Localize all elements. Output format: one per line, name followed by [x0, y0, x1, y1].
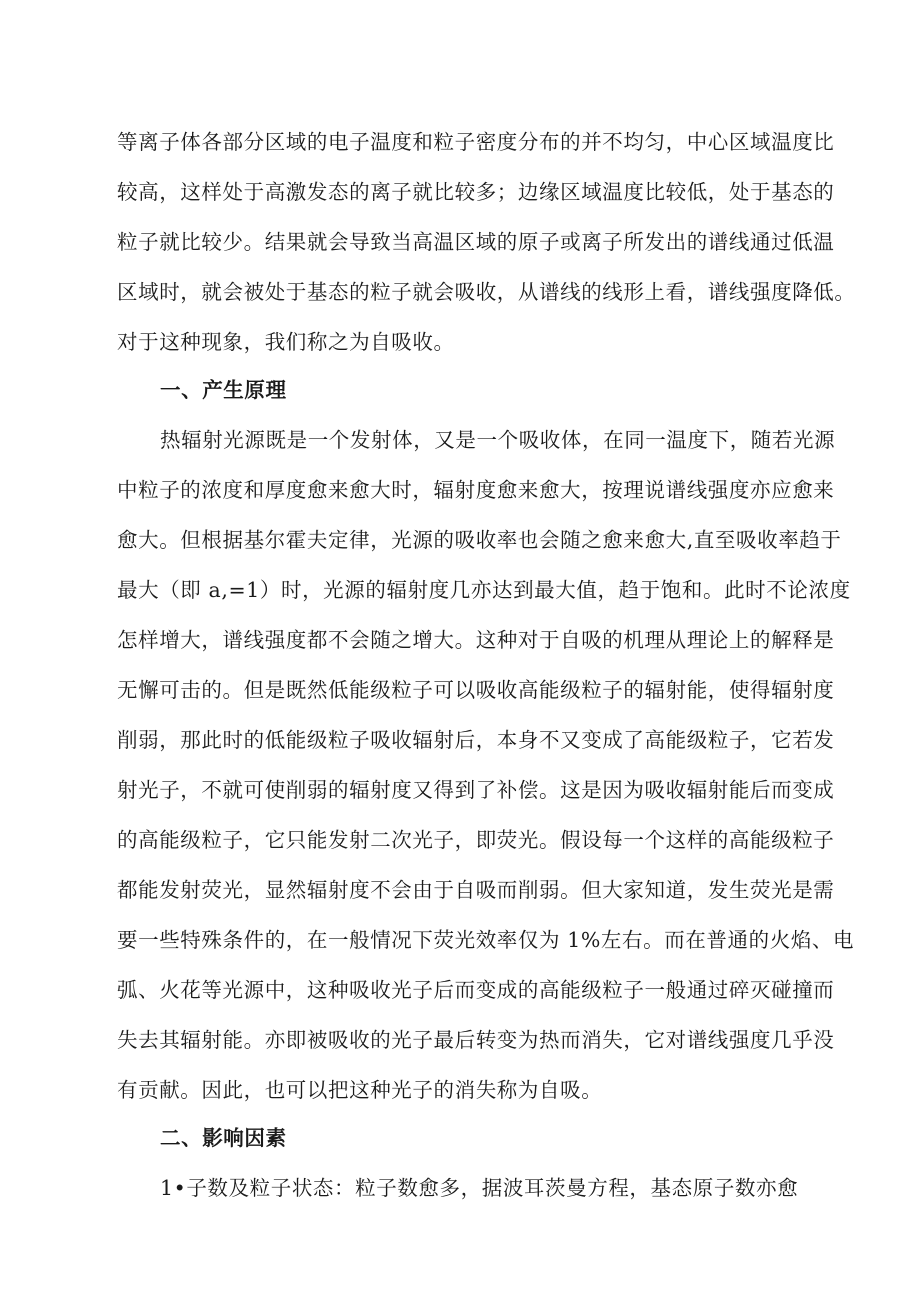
section-heading-principle: 一、产生原理: [160, 378, 287, 402]
section1-line-4: 最大（即 a,=1）时，光源的辐射度几亦达到最大值，趋于饱和。此时不论浓度: [117, 578, 851, 602]
section1-line-14: 有贡献。因此，也可以把这种光子的消失称为自吸。: [117, 1078, 603, 1102]
section1-line-5: 怎样增大，谱线强度都不会随之增大。这种对于自吸的机理从理论上的解释是: [117, 628, 835, 652]
intro-line-1: 等离子体各部分区域的电子温度和粒子密度分布的并不均匀，中心区域温度比: [117, 130, 835, 154]
section1-line-10: 都能发射荧光，显然辐射度不会由于自吸而削弱。但大家知道，发生荧光是需: [117, 878, 835, 902]
section1-line-1: 热辐射光源既是一个发射体，又是一个吸收体，在同一温度下，随若光源: [160, 428, 836, 452]
intro-line-4: 区域时，就会被处于基态的粒子就会吸收，从谱线的线形上看，谱线强度降低。: [117, 280, 856, 304]
section-heading-factors: 二、影响因素: [160, 1126, 287, 1150]
intro-line-2: 较高，这样处于高激发态的离子就比较多；边缘区域温度比较低，处于基态的: [117, 180, 835, 204]
section1-line-11: 要一些特殊条件的，在一般情况下荧光效率仅为 1%左右。而在普通的火焰、电: [117, 928, 855, 952]
section2-line-1: 1•子数及粒子状态：粒子数愈多，据波耳茨曼方程，基态原子数亦愈: [160, 1176, 799, 1200]
section1-line-9: 的高能级粒子，它只能发射二次光子，即荧光。假设每一个这样的高能级粒子: [117, 828, 835, 852]
intro-line-3: 粒子就比较少。结果就会导致当高温区域的原子或离子所发出的谱线通过低温: [117, 230, 835, 254]
section1-line-6: 无懈可击的。但是既然低能级粒子可以吸收高能级粒子的辐射能，使得辐射度: [117, 678, 835, 702]
section1-line-2: 中粒子的浓度和厚度愈来愈大时，辐射度愈来愈大，按理说谱线强度亦应愈来: [117, 478, 835, 502]
section1-line-3: 愈大。但根据基尔霍夫定律，光源的吸收率也会随之愈来愈大,直至吸收率趋于: [117, 528, 842, 552]
section1-line-12: 弧、火花等光源中，这种吸收光子后而变成的高能级粒子一般通过碎灭碰撞而: [117, 978, 835, 1002]
section1-line-13: 失去其辐射能。亦即被吸收的光子最后转变为热而消失，它对谱线强度几乎没: [117, 1028, 835, 1052]
section1-line-7: 削弱，那此时的低能级粒子吸收辐射后，本身不又变成了高能级粒子，它若发: [117, 728, 835, 752]
intro-line-5: 对于这种现象，我们称之为自吸收。: [117, 330, 455, 354]
section1-line-8: 射光子，不就可使削弱的辐射度又得到了补偿。这是因为吸收辐射能后而变成: [117, 778, 835, 802]
